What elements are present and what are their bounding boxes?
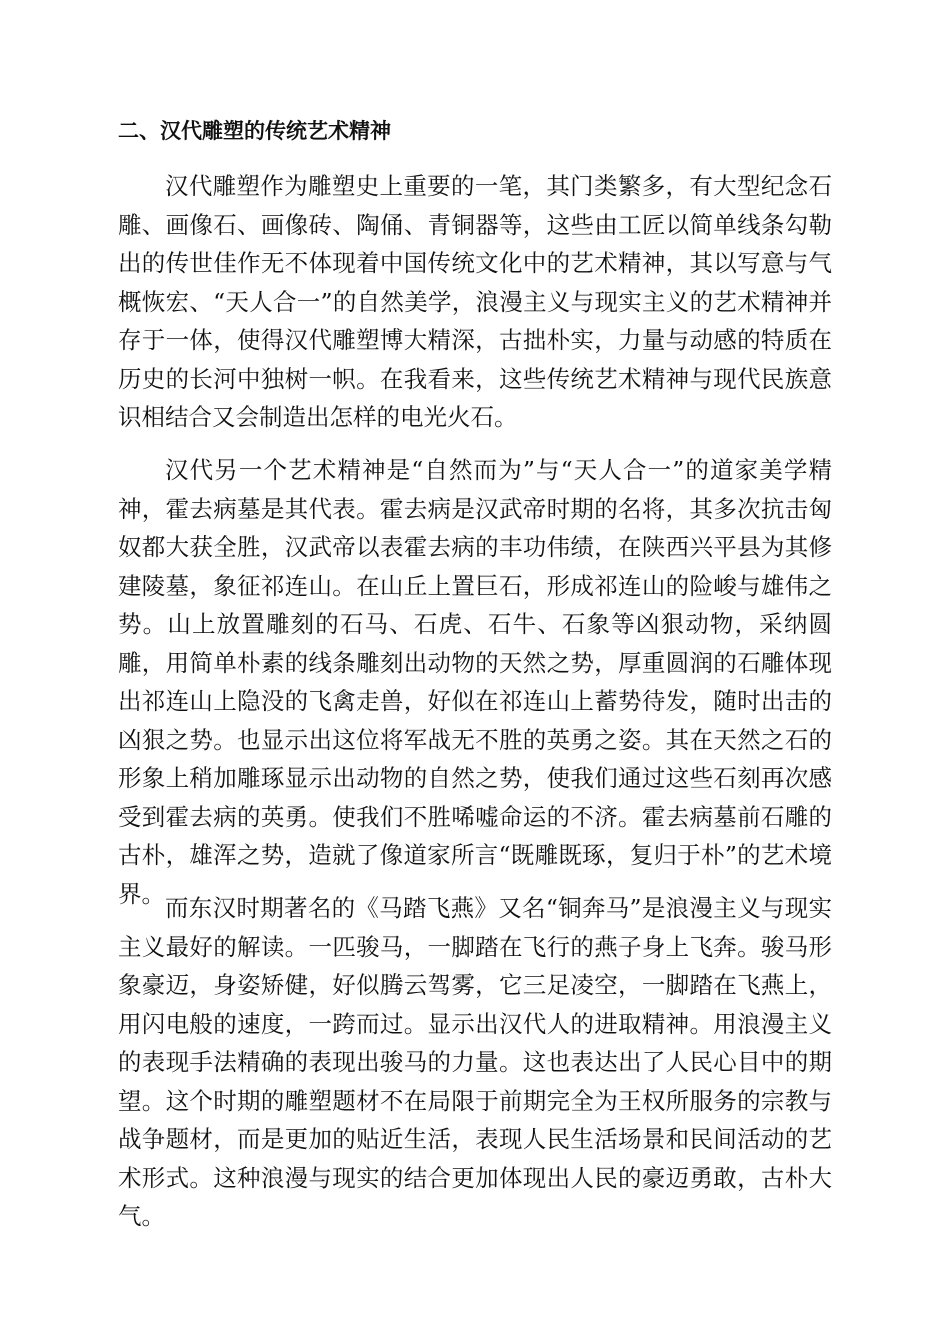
- paragraph-1: 汉代雕塑作为雕塑史上重要的一笔，其门类繁多，有大型纪念石雕、画像石、画像砖、陶俑、青铜器等，这些由工匠以简单线条勾勒出的传世佳作无不体现着中国传统文化中的艺术精神，其以写意与气概恢宏、“天人合一”的自然美学，浪漫主义与现实主义的艺术精神并存于一体，使得汉代雕塑博大精深，古拙朴实，力量与动感的特质在历史的长河中独树一帜。在我看来，这些传统艺术精神与现代民族意识相结合又会制造出怎样的电光火石。: [118, 172, 832, 431]
- section-heading: 二、汉代雕塑的传统艺术精神: [118, 119, 391, 143]
- paragraph-2: 汉代另一个艺术精神是“自然而为”与“天人合一”的道家美学精神，霍去病墓是其代表。霍去病是汉武帝时期的名将，其多次抗击匈奴都大获全胜，汉武帝以表霍去病的丰功伟绩，在陕西兴平县为其修建陵墓，象征祁连山。在山丘上置巨石，形成祁连山的险峻与雄伟之势。山上放置雕刻的石马、石虎、石牛、石象等凶狠动物，采纳圆雕，用简单朴素的线条雕刻出动物的天然之势，厚重圆润的石雕体现出祁连山上隐没的飞禽走兽，好似在祁连山上蓄势待发，随时出击的凶狠之势。也显示出这位将军战无不胜的英勇之姿。其在天然之石的形象上稍加雕琢显示出动物的自然之势，使我们通过这些石刻再次感受到霍去病的英勇。使我们不胜唏嘘命运的不济。霍去病墓前石雕的古朴，雄浑之势，造就了像道家所言“既雕既琢，复归于朴”的艺术境界。: [118, 456, 832, 908]
- paragraph-3: 而东汉时期著名的《马踏飞燕》又名“铜奔马”是浪漫主义与现实主义最好的解读。一匹骏马，一脚踏在飞行的燕子身上飞奔。骏马形象豪迈，身姿矫健，好似腾云驾雾，它三足凌空，一脚踏在飞燕上，用闪电般的速度，一跨而过。显示出汉代人的进取精神。用浪漫主义的表现手法精确的表现出骏马的力量。这也表达出了人民心目中的期望。这个时期的雕塑题材不在局限于前期完全为王权所服务的宗教与战争题材，而是更加的贴近生活，表现人民生活场景和民间活动的艺术形式。这种浪漫与现实的结合更加体现出人民的豪迈勇敢，古朴大气。: [118, 894, 832, 1230]
